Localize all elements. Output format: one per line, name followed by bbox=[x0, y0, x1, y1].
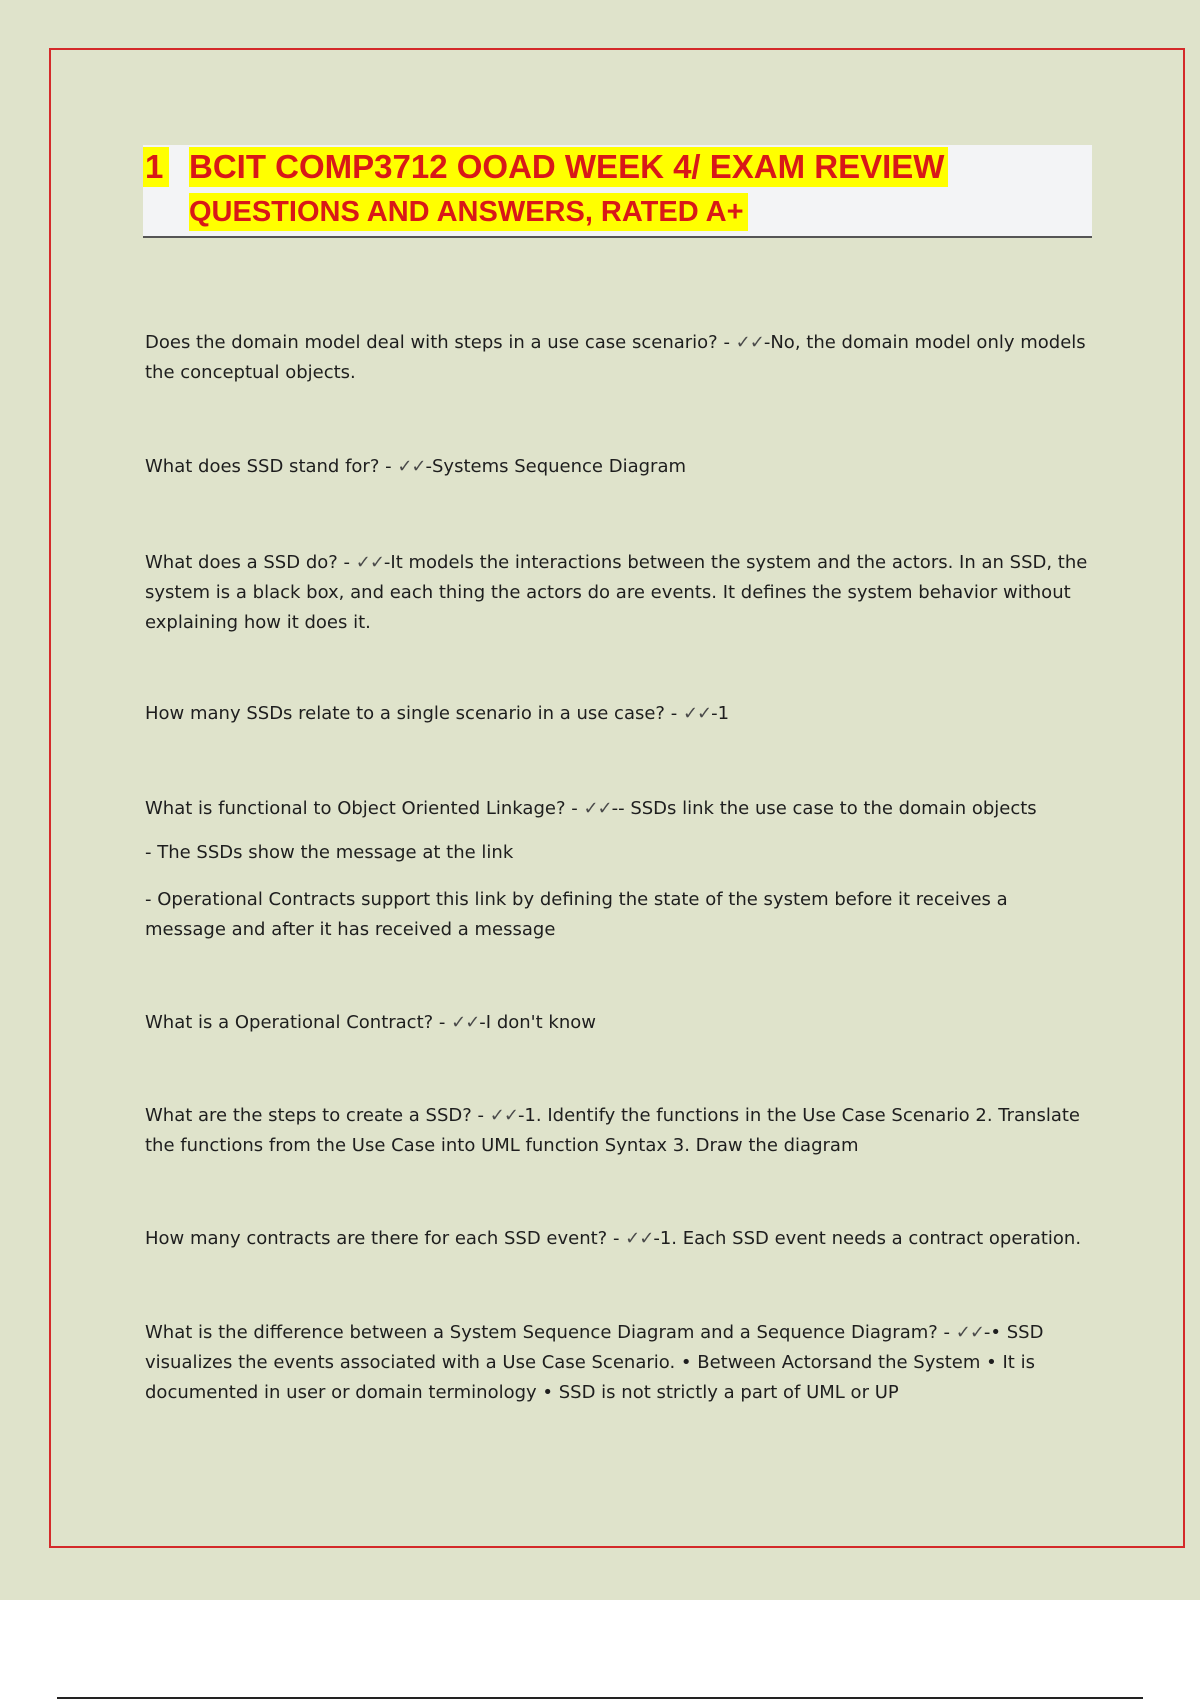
answer-text: -1. Each SSD event needs a contract operation. bbox=[653, 1228, 1082, 1249]
question-text: How many SSDs relate to a single scenario in a use case? - bbox=[145, 703, 683, 724]
double-check-icon: ✓✓ bbox=[735, 332, 764, 353]
footer-rule bbox=[57, 1697, 1143, 1699]
qa-item-contract-count bbox=[145, 1224, 1090, 1254]
double-check-icon: ✓✓ bbox=[682, 703, 712, 724]
double-check-icon: ✓✓ bbox=[397, 456, 426, 477]
qa-item-oo-linkage bbox=[145, 794, 1090, 824]
question-text: What does SSD stand for? - bbox=[145, 456, 398, 477]
answer-text: -• SSD visualizes the events associated with a Use Case Scenario. • Between Actorsand the System • It is documented in user or domain terminology • SSD is not strictly a part of UML or UP bbox=[145, 1322, 1044, 1403]
question-text: What are the steps to create a SSD? - bbox=[145, 1105, 490, 1126]
answer-text: -No, the domain model only models the conceptual objects. bbox=[145, 332, 1086, 383]
answer-text: -1 bbox=[711, 703, 730, 724]
qa-item-domain-model bbox=[145, 328, 1090, 388]
answer-text: -I don't know bbox=[479, 1012, 596, 1033]
heading-title-line-1: BCIT COMP3712 OOAD WEEK 4/ EXAM REVIEW bbox=[189, 147, 948, 187]
double-check-icon: ✓✓ bbox=[955, 1322, 984, 1343]
linkage-detail-line: - The SSDs show the message at the link bbox=[145, 842, 514, 863]
answer-text: -- SSDs link the use case to the domain objects bbox=[611, 798, 1037, 819]
question-text: What is the difference between a System Sequence Diagram and a Sequence Diagram? - bbox=[145, 1322, 956, 1343]
double-check-icon: ✓✓ bbox=[625, 1228, 654, 1249]
qa-item-ssd-count bbox=[145, 699, 1090, 729]
qa-item-ssd-purpose bbox=[145, 548, 1090, 638]
qa-item-ssd-vs-sd bbox=[145, 1318, 1090, 1408]
answer-text: -1. Identify the functions in the Use Case Scenario 2. Translate the functions from the Use Case into UML function Syntax 3. Draw the diagram bbox=[145, 1105, 1080, 1156]
heading-title-line-2: QUESTIONS AND ANSWERS, RATED A+ bbox=[189, 193, 748, 231]
question-text: What is a Operational Contract? - bbox=[145, 1012, 452, 1033]
answer-text: -Systems Sequence Diagram bbox=[425, 456, 687, 477]
linkage-detail-line: - Operational Contracts support this link by defining the state of the system before it receives a message and after it has received a message bbox=[145, 889, 1008, 940]
question-text: What is functional to Object Oriented Linkage? - bbox=[145, 798, 584, 819]
double-check-icon: ✓✓ bbox=[451, 1012, 480, 1033]
qa-item-operational-contract bbox=[145, 1008, 1090, 1038]
double-check-icon: ✓✓ bbox=[489, 1105, 518, 1126]
answer-text: -It models the interactions between the system and the actors. In an SSD, the system is a black box, and each thing the actors do are events. It defines the system behavior without explaining how it does it. bbox=[145, 552, 1088, 633]
double-check-icon: ✓✓ bbox=[355, 552, 384, 573]
qa-item-ssd-meaning bbox=[145, 452, 1090, 482]
question-text: How many contracts are there for each SSD event? - bbox=[145, 1228, 626, 1249]
qa-item-ssd-steps bbox=[145, 1101, 1090, 1161]
question-text: What does a SSD do? - bbox=[145, 552, 356, 573]
heading-number: 1 bbox=[143, 147, 169, 187]
question-text: Does the domain model deal with steps in a use case scenario? - bbox=[145, 332, 736, 353]
double-check-icon: ✓✓ bbox=[583, 798, 612, 819]
